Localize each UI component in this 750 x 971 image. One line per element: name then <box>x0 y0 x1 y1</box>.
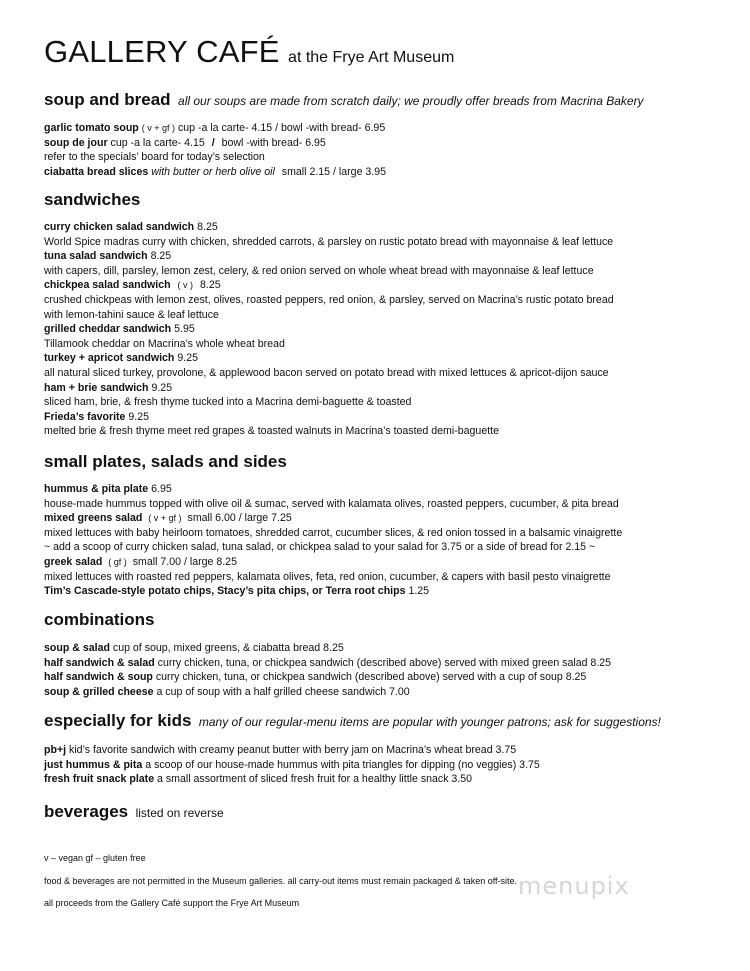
item-description: house-made hummus topped with olive oil & sumac, served with kalamata olives, roasted peppers, cucumber, & pita bread <box>44 497 619 510</box>
section-note: all our soups are made from scratch daily; we proudly offer breads from Macrina Bakery <box>178 94 644 108</box>
menu-item <box>44 555 734 570</box>
item-description: a cup of soup with a half grilled cheese sandwich 7.00 <box>156 685 410 698</box>
menu-item <box>44 165 734 180</box>
item-price: cup -a la carte- 4.15 <box>110 136 205 149</box>
item-name: mixed greens salad <box>44 512 143 525</box>
item-price: small 6.00 / large 7.25 <box>187 512 292 525</box>
diet-tag: ( v ) <box>177 280 194 291</box>
item-name: fresh fruit snack plate <box>44 773 155 786</box>
item-price: 8.25 <box>150 250 172 263</box>
item-name: half sandwich & soup <box>44 671 153 684</box>
section-beverages <box>44 801 734 824</box>
menu-item <box>44 584 734 599</box>
item-price: 1.25 <box>408 585 430 598</box>
separator: / <box>211 136 215 149</box>
policy-note: food & beverages are not permitted in the Museum galleries. all carry-out items must remain packaged & taken off-site. <box>44 876 518 886</box>
item-name: greek salad <box>44 555 103 568</box>
menu-item <box>44 220 734 235</box>
menu-item <box>44 381 734 396</box>
item-description: all natural sliced turkey, provolone, & applewood bacon served on potato bread with mixed lettuces & apricot-dijon sauce <box>44 366 609 379</box>
item-description: mixed lettuces with baby heirloom tomatoes, shredded carrot, cucumber slices, & red onion tossed in a balsamic vinaigrette <box>44 526 623 539</box>
item-price: 8.25 <box>200 279 221 292</box>
item-description: with capers, dill, parsley, lemon zest, celery, & red onion served on whole wheat bread with mayonnaise & leaf lettuce <box>44 264 594 277</box>
menu-item <box>44 758 734 773</box>
section-kids <box>44 710 734 787</box>
item-description: with butter or herb olive oil <box>151 165 275 178</box>
section-title: especially for kids <box>44 711 192 730</box>
menu-item <box>44 670 734 685</box>
item-description: with lemon-tahini sauce & leaf lettuce <box>44 308 219 321</box>
menu-item <box>44 511 734 526</box>
section-title: beverages <box>44 802 129 821</box>
item-description: cup of soup, mixed greens, & ciabatta bread 8.25 <box>112 642 344 654</box>
diet-tag: ( v + gf ) <box>148 513 182 524</box>
menu-item <box>44 121 734 136</box>
diet-legend: v – vegan gf – gluten free <box>44 853 146 863</box>
item-price: 8.25 <box>197 221 218 233</box>
item-name: garlic tomato soup <box>44 122 139 134</box>
diet-tag: ( gf ) <box>108 556 127 567</box>
item-price: 6.95 <box>151 483 172 495</box>
section-title: soup and bread <box>44 90 171 109</box>
menu-item <box>44 322 734 337</box>
diet-tag: ( v + gf ) <box>141 123 175 133</box>
item-description: sliced ham, brie, & fresh thyme tucked into a Macrina demi-baguette & toasted <box>44 396 412 409</box>
menu-item <box>44 278 734 293</box>
item-description: a small assortment of sliced fresh fruit for a healthy little snack 3.50 <box>157 773 473 786</box>
item-price: 9.25 <box>128 410 150 423</box>
section-note: many of our regular-menu items are popular with younger patrons; ask for suggestions! <box>198 715 661 729</box>
item-name: hummus & pita plate <box>44 483 149 495</box>
item-addon: ~ add a scoop of curry chicken salad, tuna salad, or chickpea salad to your salad for 3.75 or a side of bread for 2.15 ~ <box>44 541 596 554</box>
section-small-plates <box>44 451 734 599</box>
item-description: crushed chickpeas with lemon zest, olives, roasted peppers, red onion, & parsley, served on Macrina’s rustic potato bread <box>44 293 614 306</box>
item-price: small 7.00 / large 8.25 <box>132 555 237 568</box>
item-name: tuna salad sandwich <box>44 250 148 263</box>
item-name: soup de jour <box>44 136 108 149</box>
item-description: melted brie & fresh thyme meet red grapes & toasted walnuts in Macrina’s toasted demi-baguette <box>44 425 499 438</box>
section-note: listed on reverse <box>135 806 224 820</box>
item-description: curry chicken, tuna, or chickpea sandwich (described above) served with mixed green salad 8.25 <box>157 656 612 669</box>
menu-item <box>44 685 734 700</box>
menu-item <box>44 410 734 425</box>
item-name: soup & grilled cheese <box>44 685 154 698</box>
item-price: 9.25 <box>151 381 173 394</box>
menu-item <box>44 641 734 656</box>
menu-note: refer to the specials’ board for today’s selection <box>44 151 265 164</box>
section-title: combinations <box>44 610 155 629</box>
section-combinations <box>44 609 734 699</box>
item-price: 5.95 <box>174 323 195 336</box>
item-price: cup -a la carte- 4.15 / bowl -with bread- 6.95 <box>177 122 386 134</box>
item-name: half sandwich & salad <box>44 656 155 669</box>
item-description: Tillamook cheddar on Macrina’s whole wheat bread <box>44 337 285 350</box>
item-name: ham + brie sandwich <box>44 381 149 394</box>
menu-item <box>44 249 734 264</box>
item-name: ciabatta bread slices <box>44 165 149 178</box>
section-sandwiches <box>44 189 734 439</box>
watermark-logo: menupix <box>518 872 630 900</box>
section-soup-and-bread <box>44 89 734 179</box>
menu-item <box>44 772 734 787</box>
item-description: kid’s favorite sandwich with creamy peanut butter with berry jam on Macrina’s wheat bread 3.75 <box>69 744 517 756</box>
museum-name: at the Frye Art Museum <box>288 49 455 66</box>
item-description: a scoop of our house-made hummus with pita triangles for dipping (no veggies) 3.75 <box>145 758 540 771</box>
section-title: small plates, salads and sides <box>44 452 287 471</box>
menu-item <box>44 656 734 671</box>
item-name: curry chicken salad sandwich <box>44 221 195 233</box>
item-description: World Spice madras curry with chicken, shredded carrots, & parsley on rustic potato bread with mayonnaise & leaf lettuce <box>44 235 614 248</box>
item-name: Tim’s Cascade-style potato chips, Stacy’s pita chips, or Terra root chips <box>44 585 406 598</box>
cafe-name: GALLERY CAFÉ <box>44 34 280 69</box>
item-price: bowl -with bread- 6.95 <box>221 136 326 149</box>
menu-title <box>44 34 454 70</box>
item-name: turkey + apricot sandwich <box>44 352 175 365</box>
menu-item <box>44 482 734 497</box>
item-name: Frieda’s favorite <box>44 410 126 423</box>
menu-item <box>44 743 734 758</box>
item-description: mixed lettuces with roasted red peppers, kalamata olives, feta, red onion, cucumber, & capers with basil pesto vinaigrette <box>44 570 611 583</box>
item-name: pb+j <box>44 744 67 756</box>
menu-item <box>44 136 734 151</box>
menu-item <box>44 351 734 366</box>
item-name: chickpea salad sandwich <box>44 279 171 292</box>
item-price: small 2.15 / large 3.95 <box>281 165 387 178</box>
proceeds-note: all proceeds from the Gallery Café support the Frye Art Museum <box>44 898 300 908</box>
item-name: grilled cheddar sandwich <box>44 323 172 336</box>
item-price: 9.25 <box>177 352 198 365</box>
item-name: just hummus & pita <box>44 758 143 771</box>
item-name: soup & salad <box>44 642 110 654</box>
section-title: sandwiches <box>44 190 141 209</box>
item-description: curry chicken, tuna, or chickpea sandwich (described above) served with a cup of soup 8.25 <box>155 671 587 684</box>
